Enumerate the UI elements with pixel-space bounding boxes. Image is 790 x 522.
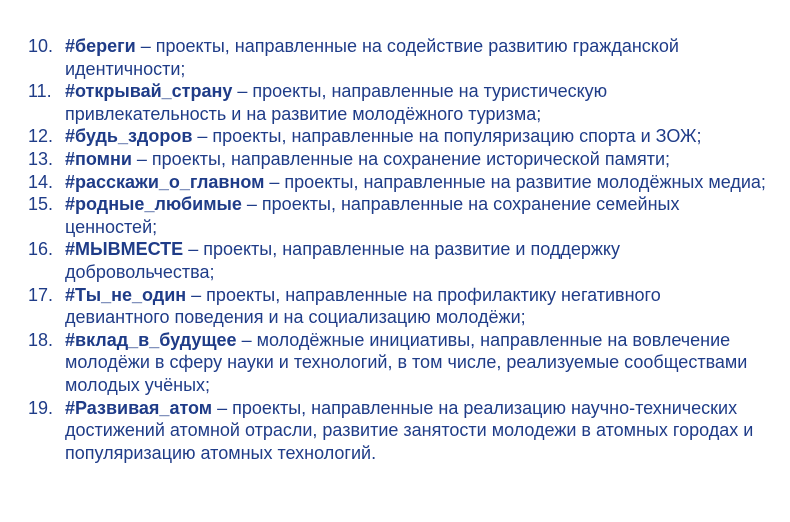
item-number: 14.: [28, 171, 54, 192]
item-number: 16.: [28, 239, 54, 260]
item-number: 12.: [28, 126, 54, 147]
item-hashtag: #Ты_не_один: [65, 284, 187, 305]
list-item-19: [28, 397, 768, 465]
item-description: – проекты, направленные на развитие молодёжных медиа;: [264, 171, 766, 192]
item-hashtag: #родные_любимые: [65, 194, 242, 215]
list-item-17: [28, 284, 768, 329]
item-number: 13.: [28, 148, 54, 169]
list-item-13: [28, 148, 768, 171]
item-description: – проекты, направленные на профилактику негативного девиантного поведения и на социализацию молодёжи;: [65, 284, 661, 328]
item-number: 17.: [28, 284, 54, 305]
item-hashtag: #помни: [65, 148, 132, 169]
item-hashtag: #открывай_страну: [65, 81, 233, 102]
item-hashtag: #будь_здоров: [65, 126, 193, 147]
item-description: – проекты, направленные на сохранение семейных ценностей;: [65, 194, 680, 237]
list-item-18: [28, 329, 768, 397]
item-description: – проекты, направленные на туристическую привлекательность и на развитие молодёжного туризма;: [65, 81, 608, 124]
item-number: 10.: [28, 36, 54, 56]
list-item-10: [28, 35, 768, 80]
item-hashtag: #береги: [65, 36, 136, 56]
project-list: [28, 35, 768, 464]
item-number: 15.: [28, 194, 54, 215]
item-hashtag: #Развивая_атом: [65, 397, 213, 418]
list-item-16: [28, 238, 768, 283]
item-number: 18.: [28, 329, 54, 350]
item-description: – проекты, направленные на содействие развитию гражданской идентичности;: [65, 36, 679, 79]
item-description: – проекты, направленные на развитие и поддержку добровольчества;: [65, 239, 620, 282]
item-description: – проекты, направленные на сохранение исторической памяти;: [131, 148, 670, 169]
item-number: 19.: [28, 397, 54, 418]
item-hashtag: #вклад_в_будущее: [65, 329, 237, 350]
item-description: – молодёжные инициативы, направленные на вовлечение молодёжи в сферу науки и технологий, в том числе, реализуемые сообществами молодых учёных;: [65, 329, 748, 395]
item-hashtag: #расскажи_о_главном: [65, 171, 265, 192]
item-description: – проекты, направленные на популяризацию спорта и ЗОЖ;: [192, 126, 702, 147]
item-description: – проекты, направленные на реализацию научно-технических достижений атомной отрасли, развитие занятости молодежи в атомных городах и популяризацию атомных технологий.: [65, 397, 754, 463]
item-number: 11.: [28, 81, 52, 102]
item-hashtag: #МЫВМЕСТЕ: [65, 239, 184, 260]
list-item-15: [28, 193, 768, 238]
list-item-14: [28, 171, 768, 194]
list-item-12: [28, 125, 768, 148]
list-item-11: [28, 80, 768, 125]
